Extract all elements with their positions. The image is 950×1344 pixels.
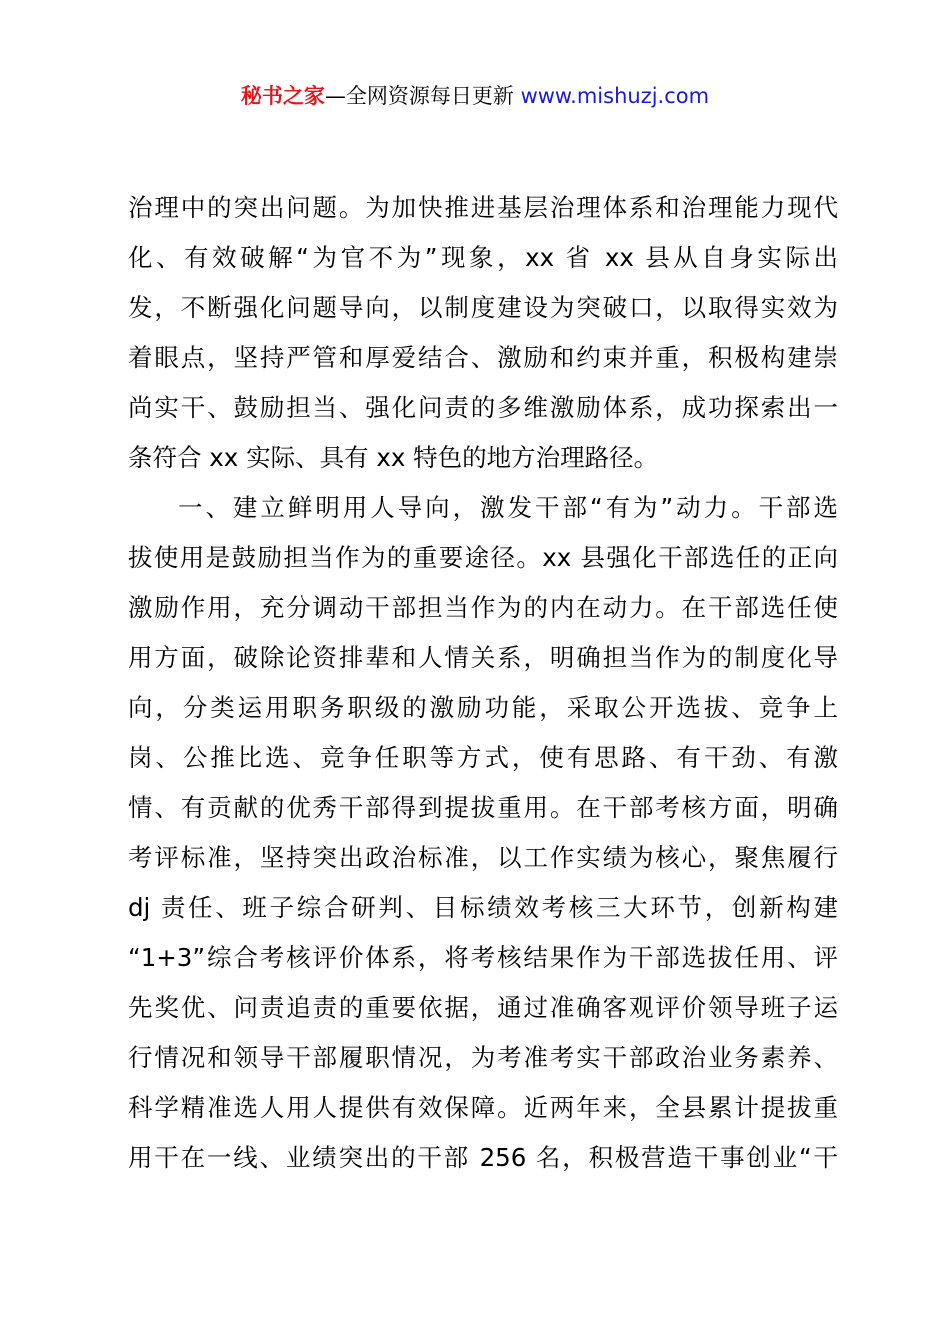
text-line: 拔使用是鼓励担当作为的重要途径。xx 县强化干部选任的正向 <box>128 543 838 572</box>
text-line: 科学精准选人用人提供有效保障。近两年来，全县累计提拔重 <box>128 1093 838 1122</box>
text-line: “1+3”综合考核评价体系，将考核结果作为干部选拔任用、评 <box>128 943 838 972</box>
brand-name: 秘书之家 <box>240 84 325 108</box>
text-line: 治理中的突出问题。为加快推进基层治理体系和治理能力现代 <box>128 193 838 222</box>
text-line: 先奖优、问责追责的重要依据，通过准确客观评价领导班子运 <box>128 993 838 1022</box>
site-url-link[interactable]: www.mishuzj.com <box>520 84 710 108</box>
text-line: dj 责任、班子综合研判、目标绩效考核三大环节，创新构建 <box>128 893 838 922</box>
section-heading-line: 一、建立鲜明用人导向，激发干部“有为”动力。干部选 <box>178 493 838 522</box>
header-tagline: —全网资源每日更新 <box>324 84 521 108</box>
text-line: 激励作用，充分调动干部担当作为的内在动力。在干部选任使 <box>128 593 838 622</box>
document-body <box>128 183 838 1183</box>
text-line: 向，分类运用职务职级的激励功能，采取公开选拔、竞争上 <box>128 693 838 722</box>
text-line: 用干在一线、业绩突出的干部 256 名，积极营造干事创业“干 <box>128 1143 838 1172</box>
text-line: 化、有效破解“为官不为”现象，xx 省 xx 县从自身实际出 <box>128 243 838 272</box>
text-line: 着眼点，坚持严管和厚爱结合、激励和约束并重，积极构建崇 <box>128 343 838 372</box>
text-line: 用方面，破除论资排辈和人情关系，明确担当作为的制度化导 <box>128 643 838 672</box>
text-line: 行情况和领导干部履职情况，为考准考实干部政治业务素养、 <box>128 1043 838 1072</box>
text-line: 情、有贡献的优秀干部得到提拔重用。在干部考核方面，明确 <box>128 793 838 822</box>
text-line: 条符合 xx 实际、具有 xx 特色的地方治理路径。 <box>128 443 659 472</box>
text-line: 考评标准，坚持突出政治标准，以工作实绩为核心，聚焦履行 <box>128 843 838 872</box>
text-line: 尚实干、鼓励担当、强化问责的多维激励体系，成功探索出一 <box>128 393 838 422</box>
paragraph-section-one <box>128 483 838 1183</box>
text-line: 发，不断强化问题导向，以制度建设为突破口，以取得实效为 <box>128 293 838 322</box>
paragraph-intro-continuation <box>128 183 838 483</box>
page-header <box>0 80 950 112</box>
text-line: 岗、公推比选、竞争任职等方式，使有思路、有干劲、有激 <box>128 743 838 772</box>
